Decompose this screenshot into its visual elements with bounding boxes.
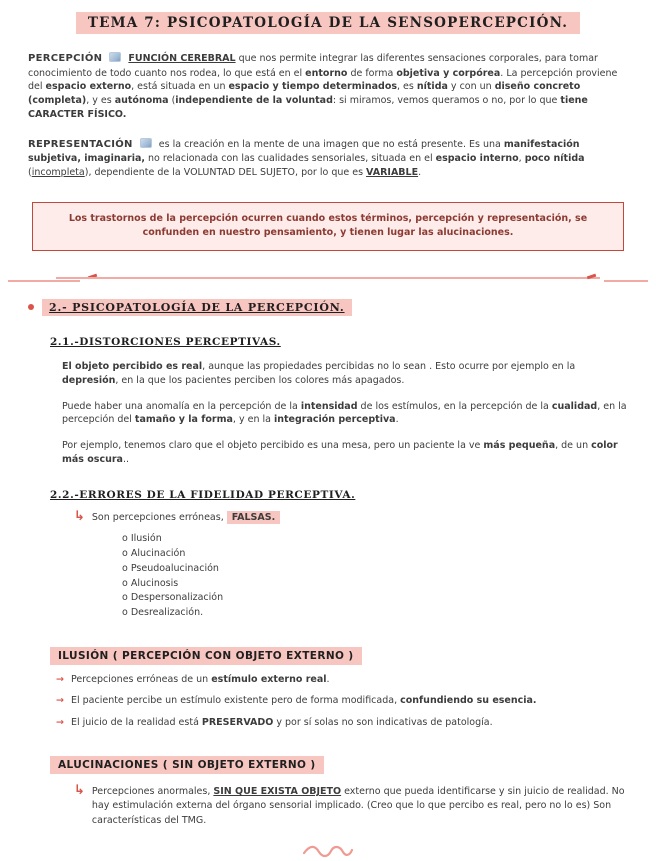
divider-segment-right <box>604 280 648 282</box>
red-dot-icon <box>28 304 34 310</box>
distorsiones-paragraph-2: Puede haber una anomalía en la percepción de la intensidad de los estímulos, en la percepción de la cualidad, en la percepción del tamaño y la forma, y en la integración perceptiva. <box>62 400 627 426</box>
arrow-right-icon: → <box>56 717 64 729</box>
alucinaciones-bullet <box>74 785 628 828</box>
errores-list <box>122 532 628 620</box>
ilusion-bullet-1-text: Percepciones erróneas de un estímulo externo real. <box>70 673 330 685</box>
alucinaciones-heading-row <box>50 756 628 774</box>
list-item: o Pseudoalucinación <box>122 562 219 574</box>
list-item: o Alucinosis <box>122 577 179 589</box>
representacion-text: es la creación en la mente de una imagen que no está presente. Es una manifestación subjetiva, imaginaria, no relacionada con las cualidades sensoriales, situada en el espacio interno, poco nítida (incompleta), dependiente de la VOLUNTAD DEL SUJETO, por lo que es VARIABLE. <box>28 138 585 178</box>
arrow-branch-icon: ↳ <box>74 783 85 798</box>
list-item: o Alucinación <box>122 548 186 560</box>
list-item: o Desrealización. <box>122 606 204 618</box>
footer-decoration-wrap <box>28 844 628 861</box>
ilusion-bullet-1 <box>56 673 628 687</box>
ilusion-heading: ILUSIÓN ( PERCEPCIÓN CON OBJETO EXTERNO ) <box>50 647 362 665</box>
scribble-decoration <box>301 844 355 858</box>
arrow-branch-icon: ↳ <box>74 508 85 524</box>
divider-segment-main <box>56 277 600 279</box>
section-2-heading: 2.- PSICOPATOLOGÍA DE LA PERCEPCIÓN. <box>42 299 352 316</box>
errores-note-text: Son percepciones erróneas, FALSAS. <box>92 511 280 525</box>
errores-note <box>74 508 628 525</box>
percepcion-term: PERCEPCIÓN <box>28 53 103 64</box>
alucinaciones-bullet-text: Percepciones anormales, SIN QUE EXISTA OBJETO externo que pueda identificarse y sin juicio de realidad. No hay estimulación externa del órgano sensorial implicado. (Creo que lo que percibo es real, pero no lo es) Son características del TMG. <box>91 786 625 826</box>
list-item: o Despersonalización <box>122 592 224 604</box>
brain-icon <box>109 52 121 62</box>
representacion-paragraph <box>28 138 628 180</box>
percepcion-text: FUNCIÓN CEREBRAL que nos permite integrar las diferentes sensaciones corporales, para tomar conocimiento de todo cuanto nos rodea, lo que está en el entorno de forma objetiva y corpórea. La percepción proviene del espacio externo, está situada en un espacio y tiempo determinados, es nítida y con un diseño concreto (completa), y es autónoma (independiente de la voluntad: si miramos, vemos queramos o no, por lo que tiene CARACTER FÍSICO. <box>28 53 618 120</box>
ilusion-bullet-3-text: El juicio de la realidad está PRESERVADO y por sí solas no son indicativas de patología. <box>70 717 493 729</box>
percepcion-paragraph <box>28 52 628 122</box>
section-2-1-heading: 2.1.-DISTORCIONES PERCEPTIVAS. <box>50 336 281 349</box>
key-concept-box <box>32 202 624 251</box>
ilusion-bullet-3 <box>56 716 628 730</box>
section-divider <box>8 275 648 283</box>
section-2-heading-row <box>28 301 628 314</box>
distorsiones-paragraph-3: Por ejemplo, tenemos claro que el objeto percibido es una mesa, pero un paciente la ve más pequeña, de un color más oscura.. <box>62 440 618 465</box>
distorsiones-paragraph-1: El objeto percibido es real, aunque las propiedades percibidas no lo sean . Esto ocurre por ejemplo en la depresión, en la que los pacientes perciben los colores más apagados. <box>62 361 576 386</box>
ilusion-heading-row <box>50 647 628 665</box>
divider-segment-left <box>8 280 80 282</box>
page-title-wrap <box>28 12 628 34</box>
arrow-right-icon: → <box>56 673 64 685</box>
arrow-right-icon: → <box>56 695 64 707</box>
ilusion-bullet-2-text: El paciente percibe un estímulo existente pero de forma modificada, confundiendo su esencia. <box>70 695 537 707</box>
list-item: o Ilusión <box>122 533 162 545</box>
section-2-2-heading: 2.2.-ERRORES DE LA FIDELIDAD PERCEPTIVA. <box>50 488 356 501</box>
ilusion-bullet-2 <box>56 694 628 708</box>
key-concept-text: Los trastornos de la percepción ocurren cuando estos términos, percepción y representación, se confunden en nuestro pensamiento, y tienen lugar las alucinaciones. <box>68 212 588 239</box>
alucinaciones-heading: ALUCINACIONES ( SIN OBJETO EXTERNO ) <box>50 756 324 774</box>
thought-bubble-icon <box>140 138 152 148</box>
representacion-term: REPRESENTACIÓN <box>28 138 133 150</box>
page-title: TEMA 7: PSICOPATOLOGÍA DE LA SENSOPERCEPCIÓN. <box>76 12 580 34</box>
